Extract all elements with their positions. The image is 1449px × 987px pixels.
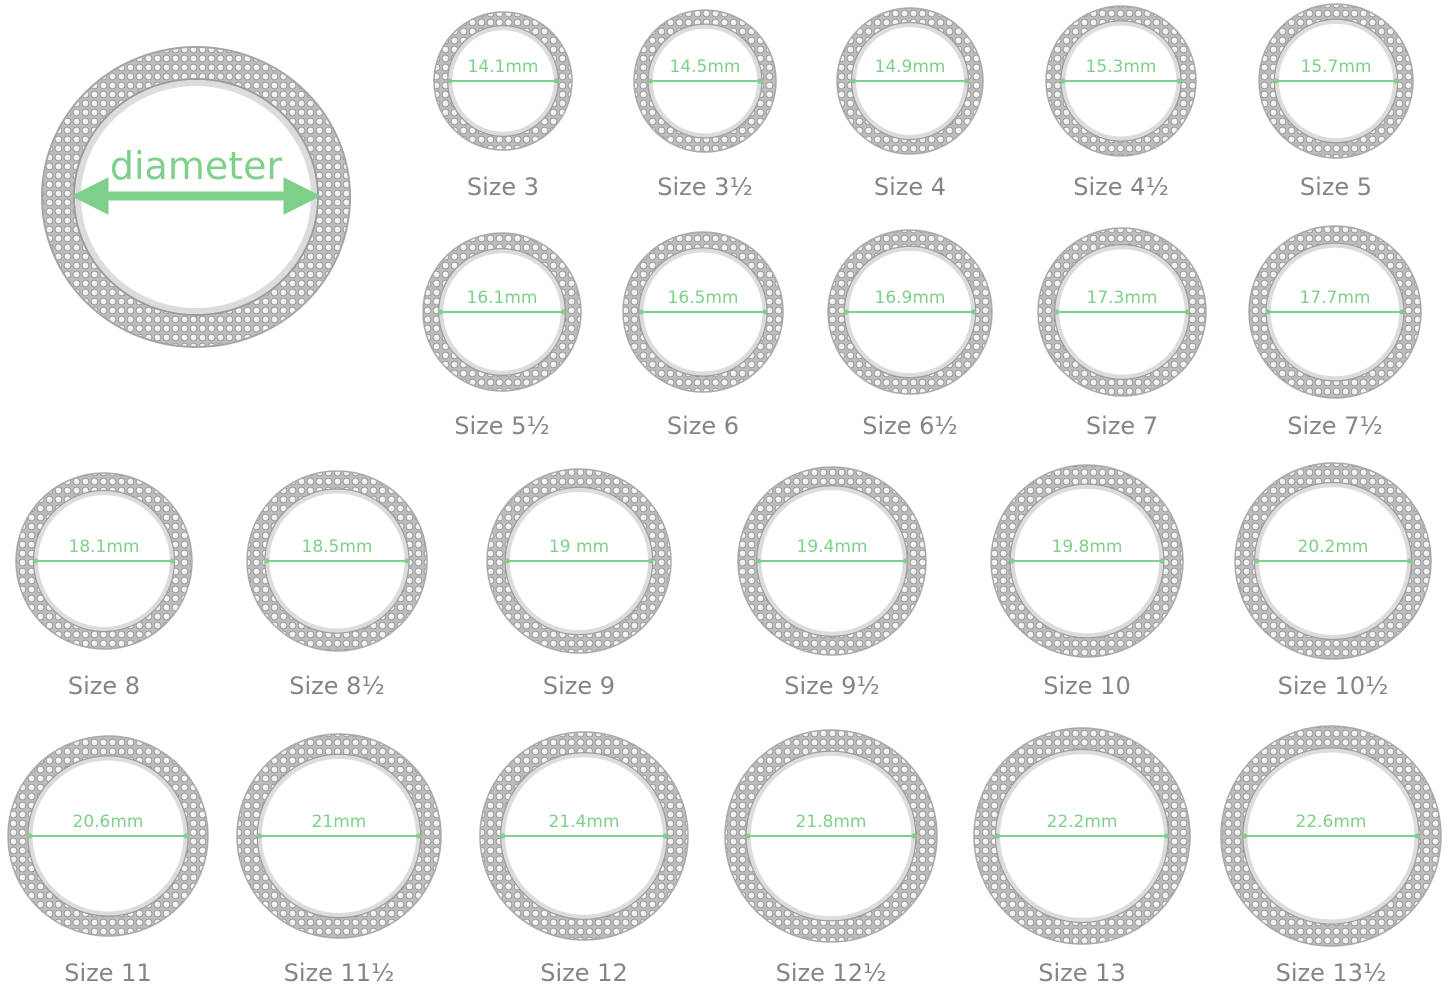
diameter-value: 14.5mm <box>669 57 741 77</box>
size-label: Size 7½ <box>1287 412 1383 440</box>
diameter-endpoint-left <box>1010 559 1015 564</box>
diameter-value: 19.4mm <box>796 537 868 557</box>
diameter-endpoint-left <box>639 310 644 315</box>
ring-item <box>991 465 1183 700</box>
diameter-endpoint-right <box>1393 79 1398 84</box>
size-label: Size 11½ <box>283 959 395 987</box>
diameter-endpoint-right <box>971 310 976 315</box>
size-label: Size 7 <box>1085 412 1159 440</box>
diameter-endpoint-right <box>1159 559 1164 564</box>
diameter-endpoint-left <box>851 79 856 84</box>
ring-item <box>837 8 983 201</box>
diameter-endpoint-right <box>964 79 969 84</box>
diameter-value: 22.6mm <box>1295 812 1367 832</box>
diameter-endpoint-left <box>1054 310 1059 315</box>
diameter-endpoint-left <box>438 310 443 315</box>
ring-item <box>247 471 427 700</box>
size-label: Size 9½ <box>784 672 880 700</box>
diameter-endpoint-left <box>756 559 761 564</box>
size-label: Size 5 <box>1299 173 1373 201</box>
diameter-endpoint-left <box>746 834 751 839</box>
size-label: Size 11 <box>64 959 152 987</box>
ring-item <box>1235 463 1431 700</box>
ring-item <box>16 473 192 700</box>
diameter-value: 14.9mm <box>874 57 946 77</box>
diameter-endpoint-right <box>648 559 653 564</box>
diameter-endpoint-right <box>757 79 762 84</box>
size-label: Size 12 <box>540 959 628 987</box>
diameter-endpoint-left <box>1061 79 1066 84</box>
size-label: Size 3½ <box>657 173 753 201</box>
diameter-endpoint-right <box>170 559 175 564</box>
diameter-value: 18.5mm <box>301 537 373 557</box>
diameter-endpoint-right <box>903 559 908 564</box>
size-label: Size 13½ <box>1275 959 1387 987</box>
diameter-endpoint-right <box>184 834 189 839</box>
diameter-value: 19 mm <box>548 537 610 557</box>
diameter-endpoint-left <box>257 834 262 839</box>
size-label: Size 6½ <box>862 412 958 440</box>
diameter-value: 17.3mm <box>1086 288 1158 308</box>
ring-item <box>423 233 581 440</box>
size-label: Size 3 <box>466 173 540 201</box>
diameter-value: 14.1mm <box>467 57 539 77</box>
size-label: Size 8 <box>67 672 141 700</box>
diameter-endpoint-right <box>1407 559 1412 564</box>
diameter-value: 15.3mm <box>1085 57 1157 77</box>
size-label: Size 10 <box>1043 672 1131 700</box>
diameter-endpoint-right <box>554 79 559 84</box>
diameter-value: 21.4mm <box>548 812 620 832</box>
diameter-endpoint-right <box>1415 834 1420 839</box>
reference-ring <box>42 47 350 347</box>
diameter-value: 20.6mm <box>72 812 144 832</box>
diameter-endpoint-right <box>561 310 566 315</box>
ring-item <box>8 736 208 987</box>
diameter-endpoint-right <box>405 559 410 564</box>
diameter-endpoint-left <box>505 559 510 564</box>
diameter-endpoint-left <box>265 559 270 564</box>
diameter-endpoint-right <box>1399 310 1404 315</box>
ring-item <box>828 230 992 440</box>
diameter-endpoint-left <box>648 79 653 84</box>
size-label: Size 4 <box>873 173 947 201</box>
ring-item <box>1221 726 1441 987</box>
diameter-endpoint-left <box>1243 834 1248 839</box>
size-label: Size 4½ <box>1073 173 1169 201</box>
size-label: Size 10½ <box>1277 672 1389 700</box>
diameter-value: 16.9mm <box>874 288 946 308</box>
diameter-value: 21mm <box>311 812 367 832</box>
diameter-value: 22.2mm <box>1046 812 1118 832</box>
size-label: Size 9 <box>542 672 616 700</box>
ring-item <box>1038 228 1206 440</box>
ring-item <box>738 467 926 700</box>
diameter-endpoint-left <box>1274 79 1279 84</box>
diameter-endpoint-left <box>500 834 505 839</box>
diameter-endpoint-right <box>416 834 421 839</box>
diameter-endpoint-right <box>763 310 768 315</box>
diameter-endpoint-left <box>844 310 849 315</box>
diameter-value: 19.8mm <box>1051 537 1123 557</box>
ring-item <box>480 732 688 987</box>
diameter-value: 17.7mm <box>1299 288 1371 308</box>
diameter-endpoint-right <box>911 834 916 839</box>
ring-item <box>1259 4 1413 201</box>
diameter-value: 15.7mm <box>1300 57 1372 77</box>
diameter-endpoint-left <box>447 79 452 84</box>
diameter-endpoint-left <box>1266 310 1271 315</box>
diameter-value: 18.1mm <box>68 537 140 557</box>
ring-item <box>623 232 783 440</box>
diameter-value: 20.2mm <box>1297 537 1369 557</box>
diameter-value: 16.1mm <box>466 288 538 308</box>
size-label: Size 5½ <box>454 412 550 440</box>
ring-item <box>237 734 441 987</box>
ring-item <box>1249 226 1421 440</box>
ring-item <box>434 12 572 201</box>
size-label: Size 12½ <box>775 959 887 987</box>
diameter-label: diameter <box>109 144 283 188</box>
size-label: Size 8½ <box>289 672 385 700</box>
ring-item <box>1046 6 1196 201</box>
diameter-endpoint-right <box>1185 310 1190 315</box>
diameter-endpoint-right <box>1177 79 1182 84</box>
size-label: Size 6 <box>666 412 740 440</box>
diameter-value: 21.8mm <box>795 812 867 832</box>
ring-item <box>725 730 937 987</box>
size-label: Size 13 <box>1038 959 1126 987</box>
diameter-value: 16.5mm <box>667 288 739 308</box>
ring-item <box>634 10 776 201</box>
ring-item <box>487 469 671 700</box>
diameter-endpoint-left <box>28 834 33 839</box>
ring-item <box>974 728 1190 987</box>
diameter-endpoint-left <box>995 834 1000 839</box>
diameter-endpoint-right <box>663 834 668 839</box>
diameter-endpoint-right <box>1164 834 1169 839</box>
diameter-endpoint-left <box>33 559 38 564</box>
diameter-endpoint-left <box>1254 559 1259 564</box>
